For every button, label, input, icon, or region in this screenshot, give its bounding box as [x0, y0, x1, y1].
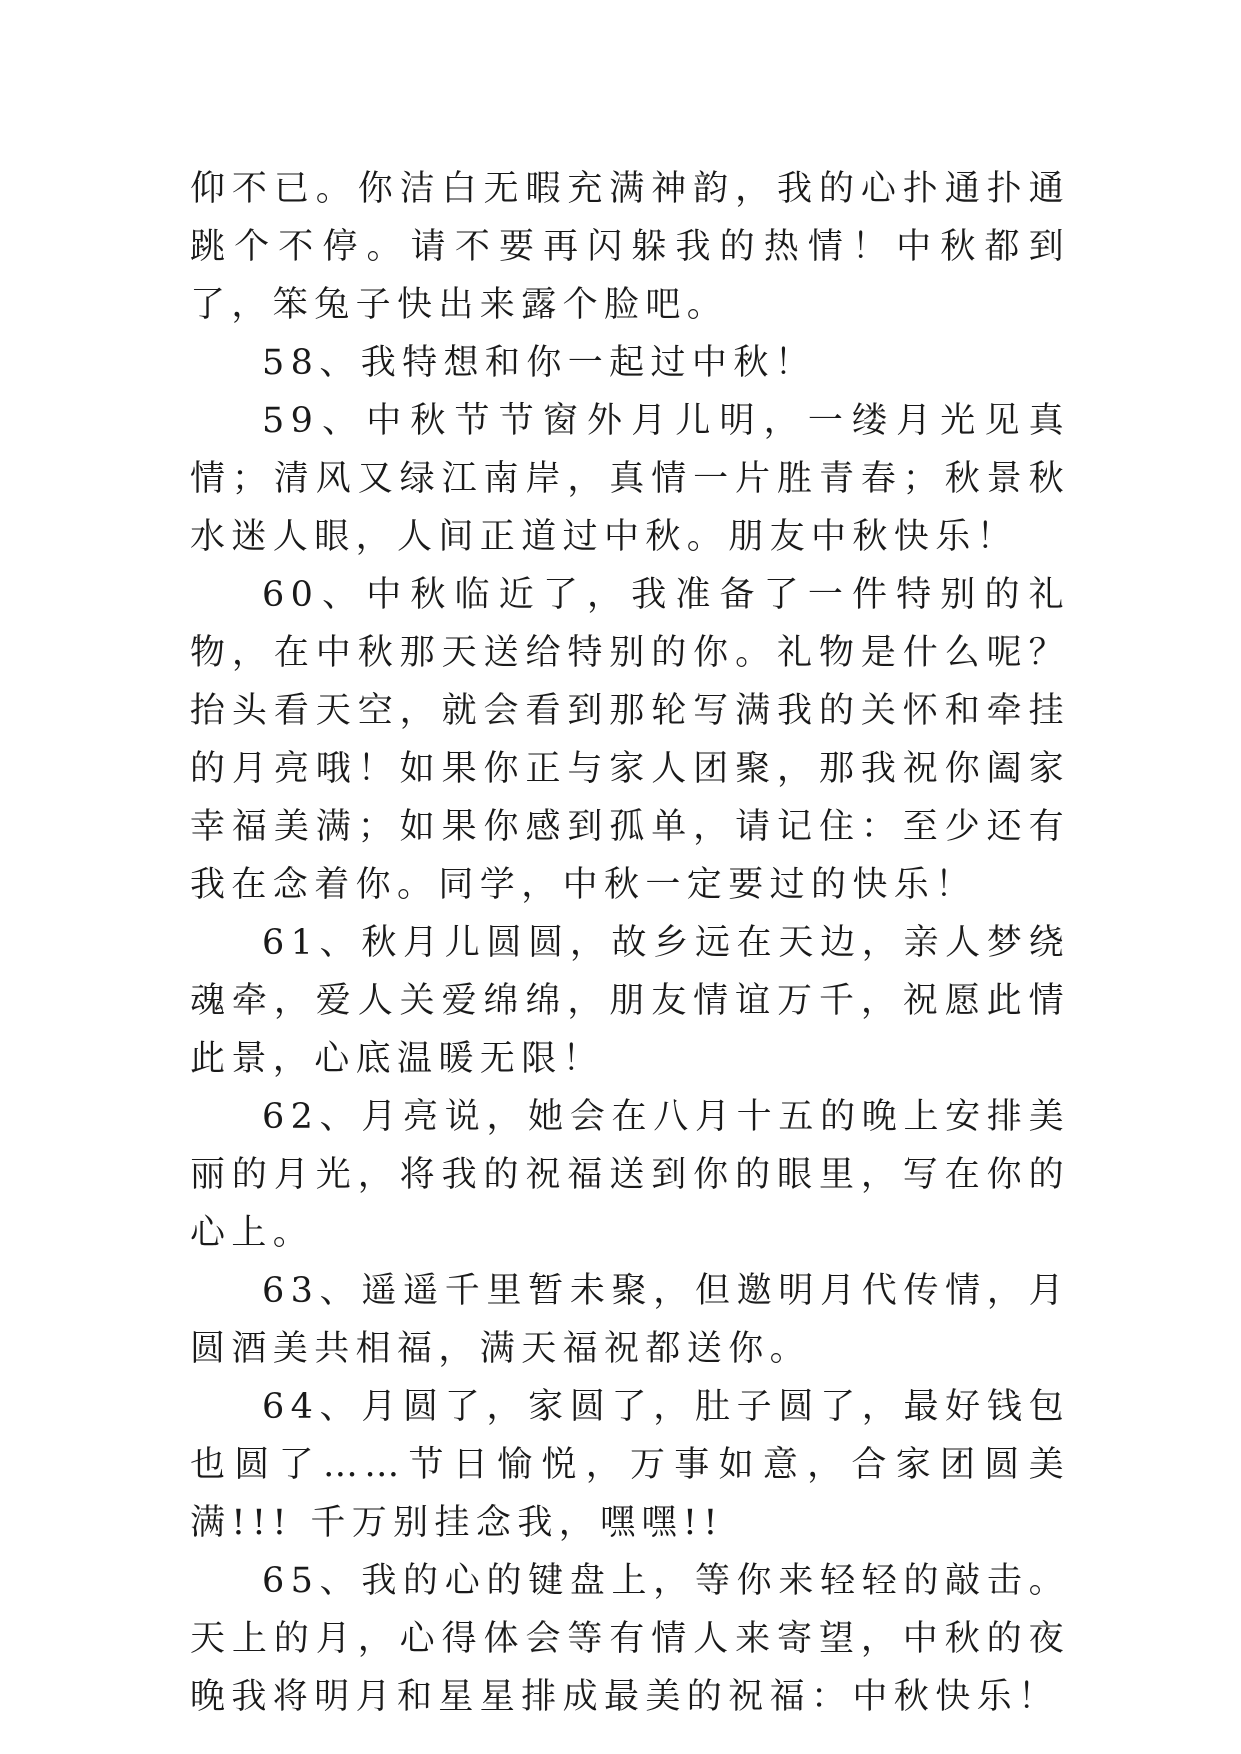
paragraph-64: 64、月圆了，家圆了，肚子圆了，最好钱包也圆了……节日愉悦，万事如意，合家团圆美满!!! 千万别挂念我，嘿嘿!!	[190, 1387, 1070, 1543]
paragraph-59: 59、中秋节节窗外月儿明，一缕月光见真情；清风又绿江南岸，真情一片胜青春；秋景秋水迷人眼，人间正道过中秋。朋友中秋快乐！	[190, 401, 1070, 557]
paragraph-58: 58、我特想和你一起过中秋！	[262, 343, 817, 383]
paragraph-65: 65、我的心的键盘上，等你来轻轻的敲击。天上的月，心得体会等有情人来寄望，中秋的夜晚我将明月和星星排成最美的祝福：中秋快乐！	[190, 1561, 1070, 1717]
paragraph-continuation: 仰不已。你洁白无暇充满神韵，我的心扑通扑通跳个不停。请不要再闪躲我的热情！中秋都到了，笨兔子快出来露个脸吧。	[190, 169, 1070, 325]
document-body	[190, 160, 1070, 1726]
paragraph-62: 62、月亮说，她会在八月十五的晚上安排美丽的月光，将我的祝福送到你的眼里，写在你的心上。	[190, 1097, 1070, 1253]
paragraph-63: 63、遥遥千里暂未聚，但邀明月代传情，月圆酒美共相福，满天福祝都送你。	[190, 1271, 1070, 1369]
paragraph-60: 60、中秋临近了，我准备了一件特别的礼物，在中秋那天送给特别的你。礼物是什么呢？抬头看天空，就会看到那轮写满我的关怀和牵挂的月亮哦！如果你正与家人团聚，那我祝你阖家幸福美满；如果你感到孤单，请记住：至少还有我在念着你。同学，中秋一定要过的快乐！	[190, 575, 1070, 905]
paragraph-61: 61、秋月儿圆圆，故乡远在天边，亲人梦绕魂牵，爱人关爱绵绵，朋友情谊万千，祝愿此情此景，心底温暖无限！	[190, 923, 1070, 1079]
